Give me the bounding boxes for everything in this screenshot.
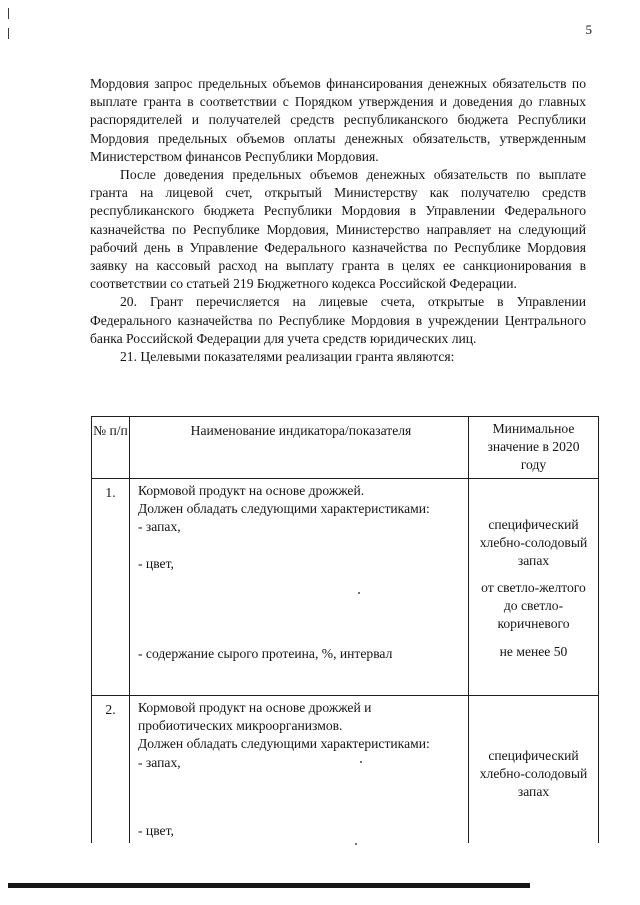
table-row: [92, 479, 599, 696]
body-text: [90, 75, 586, 366]
indicator-cell: [130, 479, 469, 696]
value-protein: не менее 50: [499, 644, 568, 660]
paragraph-continuation: Мордовия запрос предельных объемов финансирования денежных обязательств по выплате гранта в соответствии с Порядком утверждения и доведения до главных распорядителей и получателей средств республиканского бюджета Республики Мордовия предельных объемов оплаты денежных обязательств, утвержденным Министерством финансов Республики Мордовия.: [90, 76, 586, 164]
indicator-subtitle: Должен обладать следующими характеристиками:: [138, 736, 430, 752]
scan-speck: [355, 843, 357, 845]
characteristic-color: - цвет,: [138, 555, 174, 571]
header-number: № п/п: [92, 417, 130, 479]
scan-speck: [358, 592, 360, 594]
header-min-value: Минимальное значение в 2020 году: [469, 417, 599, 479]
value-cell: [469, 479, 599, 696]
scan-edge-bar: [8, 883, 530, 888]
row-number: 1.: [92, 479, 130, 696]
row-number: 2.: [92, 696, 130, 844]
table-row: [92, 696, 599, 844]
indicators-table: [91, 416, 599, 843]
paragraph-item-20: 20. Грант перечисляется на лицевые счета, открытые в Управлении Федерального казначейства по Республике Мордовия в учреждении Центрального банка Российской Федерации для учета средств юридических лиц.: [90, 294, 586, 346]
page-number: 5: [585, 22, 592, 37]
value-smell: специфический хлебно-солодовый запах: [479, 748, 588, 800]
indicator-cell: [130, 696, 469, 844]
characteristic-smell: - запах,: [138, 519, 181, 535]
scan-margin-mark: [8, 28, 9, 39]
paragraph-limits: После доведения предельных объемов денежных обязательств по выплате гранта на лицевой счет, открытый Министерству как получателю средств республиканского бюджета Республики Мордовия в Управлении Федерального казначейства по Республике Мордовия, Министерство направляет на следующий рабочий день в Управление Федерального казначейства по Республике Мордовия заявку на кассовый расход на выплату гранта в целях ее санкционирования в соответствии со статьей 219 Бюджетного кодекса Российской Федерации.: [90, 167, 586, 292]
characteristic-color: - цвет,: [138, 822, 174, 838]
table-header-row: [92, 417, 599, 479]
scan-speck: [360, 761, 362, 763]
indicator-subtitle: Должен обладать следующими характеристиками:: [138, 501, 430, 517]
indicator-title: Кормовой продукт на основе дрожжей.: [138, 483, 365, 498]
value-cell: [469, 696, 599, 844]
characteristic-protein: - содержание сырого протеина, %, интервал: [138, 645, 393, 661]
value-smell: специфический хлебно-солодовый запах: [479, 517, 588, 569]
indicator-title: Кормовой продукт на основе дрожжей и пробиотических микроорганизмов.: [138, 700, 372, 734]
scan-margin-mark: [8, 8, 9, 19]
paragraph-item-21: 21. Целевыми показателями реализации гранта являются:: [120, 349, 455, 365]
header-indicator: Наименование индикатора/показателя: [130, 417, 469, 479]
value-color: от светло-желтого до светло-коричневого: [481, 579, 586, 632]
characteristic-smell: - запах,: [138, 754, 181, 770]
